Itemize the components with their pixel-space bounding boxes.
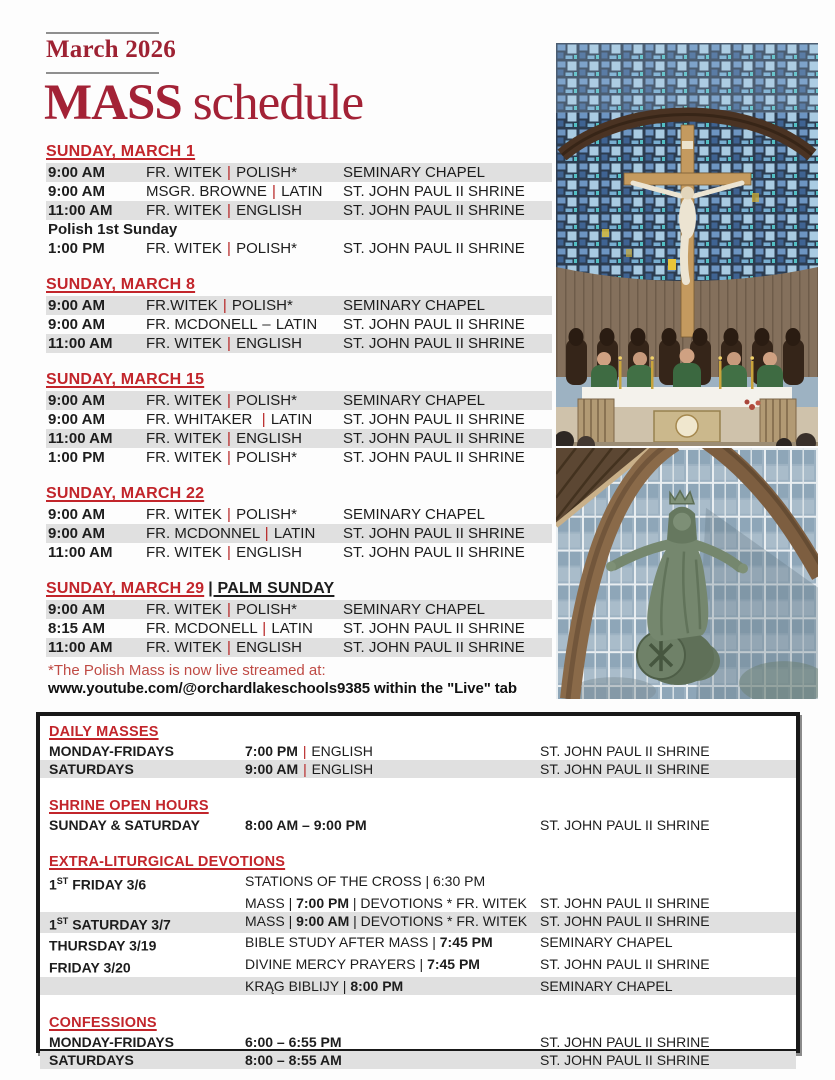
devotion-row [40,977,796,995]
month-label: March 2026 [46,36,176,63]
devotion-row [40,933,796,955]
day-label: SATURDAYS [49,761,134,777]
mass-location: ST. JOHN PAUL II SHRINE [343,202,525,219]
section-heading [46,484,552,504]
mass-row [46,334,552,353]
ordinal-suffix: ST [56,876,69,886]
hours: 6:00 – 6:55 PM [245,1033,342,1050]
day-rest: FRIDAY 3/6 [68,876,147,893]
time: 7:00 PM [245,743,298,759]
celebrant: FR. WHITAKER [146,411,253,428]
mass-celebrant-language [146,296,343,315]
devotion-detail [245,933,540,955]
heading-red: SUNDAY, MARCH 29 [46,580,205,597]
day-label [49,894,245,912]
detail-text: MASS | [245,894,297,911]
mass-celebrant-language [146,524,343,543]
mass-celebrant-language [146,505,343,524]
mass-celebrant-language [146,410,343,429]
separator: | [302,743,307,759]
mass-location: ST. JOHN PAUL II SHRINE [343,620,525,637]
day-label [49,977,245,995]
day-num: FRIDAY 3/20 [49,959,131,976]
day-label: MONDAY-FRIDAYS [49,743,174,759]
mass-time: 9:00 AM [48,164,105,181]
language: ENGLISH [236,202,302,219]
mass-celebrant-language [146,201,343,220]
day-label [49,933,245,955]
hours-range [245,1033,540,1051]
shrine-hours-heading [40,796,796,816]
time-language [245,742,540,760]
daily-mass-row [40,742,796,760]
hours-range [245,1051,540,1069]
month-rule-bottom [46,72,159,74]
separator: | [227,392,231,409]
heading-red: SUNDAY, MARCH 22 [46,485,205,502]
separator: | [227,601,231,618]
confessions-section [40,1013,796,1069]
mass-time: 9:00 AM [48,411,105,428]
mass-time: 11:00 AM [48,430,113,447]
hours-range [245,816,540,834]
month-rule-top [46,32,159,34]
language: POLISH* [236,164,297,181]
mass-row [46,163,552,182]
mass-time: 9:00 AM [48,183,105,200]
day-label [49,912,245,934]
celebrant: FR. WITEK [146,335,222,352]
separator: | [227,202,231,219]
celebrant: FR. WITEK [146,202,222,219]
celebrant: FR. WITEK [146,240,222,257]
day-num: 1 [49,916,57,933]
language: LATIN [281,183,323,200]
shrine-statue-photo [556,448,818,699]
language: LATIN [273,525,316,542]
confession-row [40,1033,796,1051]
day-num: 1 [49,876,57,893]
mass-row [46,429,552,448]
section-heading [46,579,552,599]
section-march-29 [46,579,552,657]
sunday-mass-schedule [46,142,552,674]
section-march-1 [46,142,552,258]
celebrant: FR. MCDONELL [146,316,258,333]
day-label: SUNDAY & SATURDAY [49,817,200,833]
mass-location: SEMINARY CHAPEL [343,601,485,618]
day-label: SATURDAYS [49,1051,134,1068]
mass-location: ST. JOHN PAUL II SHRINE [343,430,525,447]
detail-rest: | DEVOTIONS * FR. WITEK [349,894,527,911]
mass-time: 11:00 AM [48,544,113,561]
mass-celebrant-language [146,334,343,353]
language: POLISH* [236,449,297,466]
mass-row [46,543,552,562]
language: ENGLISH [311,761,374,777]
language: LATIN [271,620,313,637]
detail-text: BIBLE STUDY AFTER MASS | [245,934,440,951]
page-title-schedule: schedule [192,75,364,131]
mass-location: ST. JOHN PAUL II SHRINE [343,335,525,352]
detail-time: 7:45 PM [427,955,480,972]
time: 9:00 AM [245,761,299,777]
day-label: MONDAY-FRIDAYS [49,1033,174,1050]
detail-text: KRĄG BIBLIJY | [245,977,351,994]
language: ENGLISH [236,430,302,447]
polish-first-sunday-note: Polish 1st Sunday [48,221,178,238]
separator: – [262,316,271,333]
day-num: THURSDAY 3/19 [49,937,157,954]
time-language [245,760,540,778]
mass-row [46,505,552,524]
mass-location: ST. JOHN PAUL II SHRINE [343,544,525,561]
mass-time: 8:15 AM [48,620,105,637]
day-rest: SATURDAY 3/7 [68,916,171,933]
detail-text: STATIONS OF THE CROSS | 6:30 PM [245,873,486,889]
mass-time: 11:00 AM [48,202,113,219]
section-march-22 [46,484,552,562]
section-heading [46,275,552,295]
mass-row [46,410,552,429]
celebrant: MSGR. BROWNE [146,183,267,200]
location [540,872,796,894]
celebrant: FR. MCDONNEL [146,525,260,542]
mass-time: 11:00 AM [48,639,113,656]
devotion-detail [245,977,540,995]
footnote-red-line: *The Polish Mass is now live streamed at: [48,662,326,679]
detail-text: MASS | [245,912,297,929]
mass-celebrant-language [146,163,343,182]
mass-location: ST. JOHN PAUL II SHRINE [343,240,525,257]
location: ST. JOHN PAUL II SHRINE [540,761,710,777]
mass-row [46,600,552,619]
separator: | [272,183,276,200]
mass-row [46,182,552,201]
mass-location: ST. JOHN PAUL II SHRINE [343,525,525,542]
mass-row [46,619,552,638]
heading-red: SUNDAY, MARCH 8 [46,276,196,293]
celebrant: FR. WITEK [146,601,222,618]
footnote-url-line: www.youtube.com/@orchardlakeschools9385 within the "Live" tab [48,680,517,697]
mass-time: 9:00 AM [48,392,105,409]
mass-time: 9:00 AM [48,506,105,523]
separator: | [262,620,267,637]
celebrant: FR. MCDONELL [146,620,258,637]
language: POLISH* [236,601,297,618]
mass-location: ST. JOHN PAUL II SHRINE [343,183,525,200]
heading-red: DAILY MASSES [49,724,159,740]
celebrant: FR. WITEK [146,430,222,447]
mass-celebrant-language [146,315,343,334]
mass-time: 9:00 AM [48,601,105,618]
mass-time: 1:00 PM [48,240,105,257]
mass-location: SEMINARY CHAPEL [343,392,485,409]
separator: | [227,335,231,352]
detail-time: 8:00 PM [350,977,404,994]
confession-row [40,1051,796,1069]
detail-rest: | DEVOTIONS * FR. WITEK [349,912,528,929]
location: ST. JOHN PAUL II SHRINE [540,817,710,833]
language: ENGLISH [236,544,302,561]
mass-time: 1:00 PM [48,449,105,466]
location: ST. JOHN PAUL II SHRINE [540,743,710,759]
hours: 8:00 AM – 9:00 PM [245,817,367,833]
mass-celebrant-language [146,638,343,657]
celebrant: FR. WITEK [146,164,222,181]
devotion-row [40,955,796,977]
mass-celebrant-language [146,619,343,638]
separator: | [303,761,307,777]
language: LATIN [270,411,313,428]
note-row [46,220,552,239]
devotions-section [40,852,796,995]
location: ST. JOHN PAUL II SHRINE [540,1033,710,1050]
weekly-schedule-box [36,712,800,1068]
livestream-footnote [48,662,517,697]
detail-time: 7:45 PM [439,934,493,951]
heading-red: EXTRA-LITURGICAL DEVOTIONS [49,854,286,870]
mass-celebrant-language [146,182,343,201]
celebrant: FR. WITEK [146,392,222,409]
mass-celebrant-language [146,543,343,562]
mass-celebrant-language [146,239,343,258]
section-march-15 [46,370,552,467]
mass-time: 9:00 AM [48,316,105,333]
devotion-row [40,894,796,912]
hours: 8:00 – 8:55 AM [245,1051,342,1068]
shrine-hours-row [40,816,796,834]
mass-location: SEMINARY CHAPEL [343,164,485,181]
seminary-chapel-mass-photo [556,43,818,446]
page-title-mass: MASS [44,75,182,131]
daily-masses-section [40,722,796,778]
ordinal-suffix: ST [56,915,69,926]
language: ENGLISH [311,743,373,759]
mass-time: 9:00 AM [48,297,105,314]
celebrant: FR. WITEK [146,544,222,561]
devotion-detail [245,872,540,894]
language: ENGLISH [236,639,302,656]
separator: | [227,240,231,257]
language: LATIN [275,316,318,333]
separator: | [227,506,231,523]
mass-celebrant-language [146,600,343,619]
section-march-8 [46,275,552,353]
devotions-heading [40,852,796,872]
section-heading [46,370,552,390]
separator: | [227,449,231,466]
devotion-detail [245,912,540,934]
detail-time: 9:00 AM [296,912,350,929]
heading-red: SUNDAY, MARCH 15 [46,371,205,388]
heading-red: SHRINE OPEN HOURS [49,798,209,814]
separator: | [261,411,266,428]
celebrant: FR. WITEK [146,449,222,466]
language: POLISH* [236,392,297,409]
confessions-heading [40,1013,796,1033]
location: ST. JOHN PAUL II SHRINE [540,894,710,911]
language: POLISH* [231,297,293,314]
location: SEMINARY CHAPEL [540,977,673,994]
mass-celebrant-language [146,429,343,448]
mass-time: 9:00 AM [48,525,105,542]
heading-red: SUNDAY, MARCH 1 [46,143,196,160]
location: SEMINARY CHAPEL [540,934,673,951]
location: ST. JOHN PAUL II SHRINE [540,955,710,972]
mass-row [46,296,552,315]
location: ST. JOHN PAUL II SHRINE [540,1051,710,1068]
page-title [44,76,363,130]
celebrant: FR.WITEK [146,297,218,314]
mass-time: 11:00 AM [48,335,113,352]
mass-row [46,638,552,657]
language: ENGLISH [236,335,302,352]
separator: | [227,639,231,656]
day-label [49,955,245,977]
shrine-hours-section [40,796,796,834]
language: POLISH* [236,506,297,523]
mass-celebrant-language [146,391,343,410]
language: POLISH* [236,240,297,257]
mass-celebrant-language [146,448,343,467]
devotion-detail [245,955,540,977]
mass-row [46,315,552,334]
mass-location: ST. JOHN PAUL II SHRINE [343,639,525,656]
mass-location: ST. JOHN PAUL II SHRINE [343,411,525,428]
separator: | [227,544,231,561]
separator: | [227,164,231,181]
devotion-row [40,912,796,934]
mass-location: SEMINARY CHAPEL [343,506,485,523]
celebrant: FR. WITEK [146,639,222,656]
mass-row [46,391,552,410]
detail-time: 7:00 PM [296,894,350,911]
separator: | [227,430,231,447]
section-heading [46,142,552,162]
devotion-row [40,872,796,894]
heading-black: | PALM SUNDAY [208,580,335,597]
mass-row [46,239,552,258]
daily-mass-row [40,760,796,778]
separator: | [264,525,269,542]
mass-row [46,448,552,467]
mass-location: SEMINARY CHAPEL [343,297,485,314]
mass-row [46,524,552,543]
mass-location: ST. JOHN PAUL II SHRINE [343,316,525,333]
separator: | [222,297,227,314]
detail-text: DIVINE MERCY PRAYERS | [245,955,428,972]
day-label [49,872,245,894]
celebrant: FR. WITEK [146,506,222,523]
location: ST. JOHN PAUL II SHRINE [540,912,710,929]
daily-masses-heading [40,722,796,742]
mass-row [46,201,552,220]
heading-red: CONFESSIONS [49,1014,157,1031]
mass-location: ST. JOHN PAUL II SHRINE [343,449,525,466]
devotion-detail [245,894,540,912]
